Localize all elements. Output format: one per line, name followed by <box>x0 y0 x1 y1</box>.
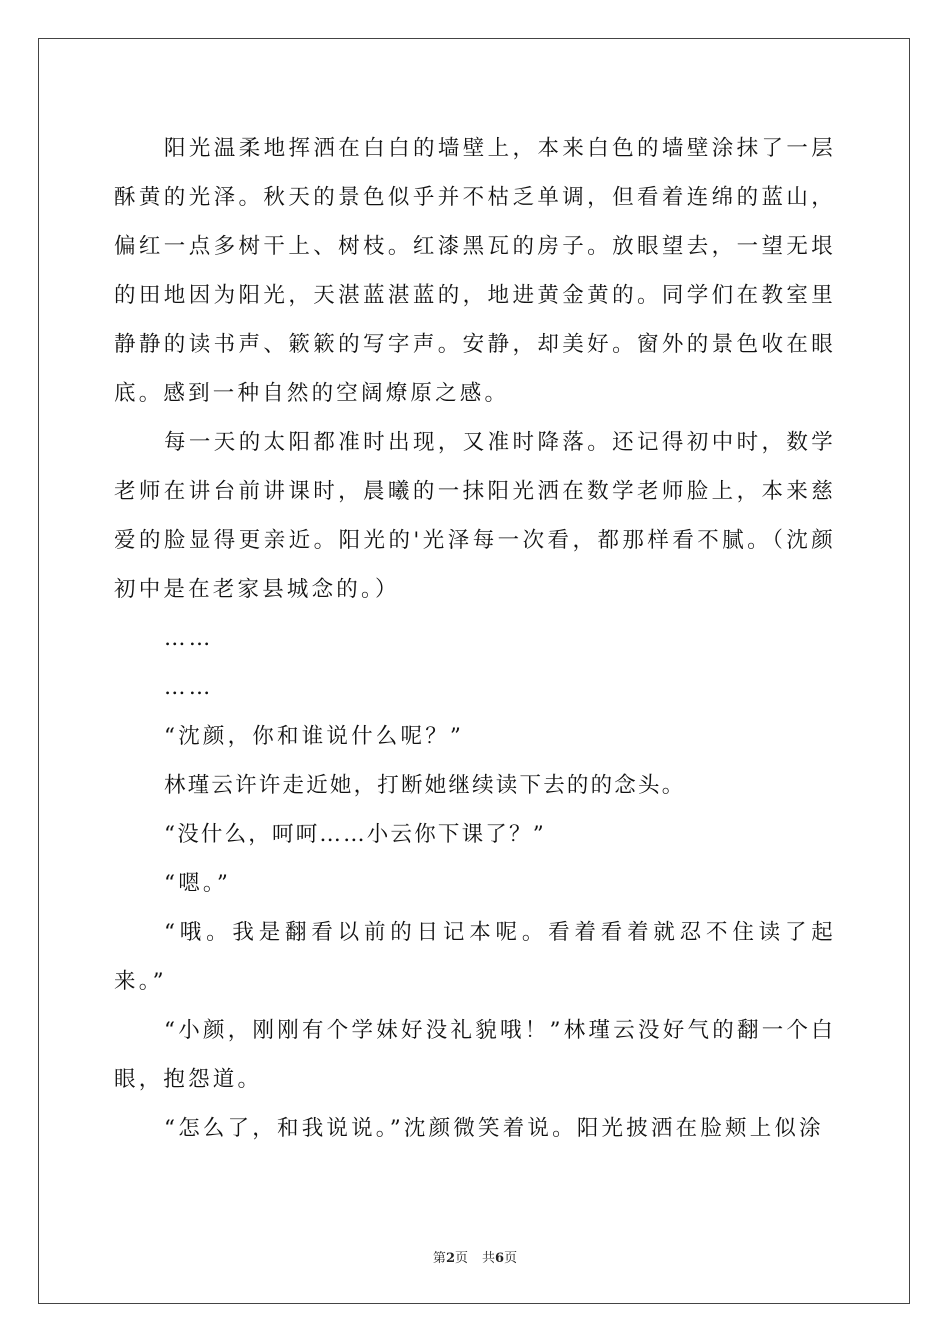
total-pages: 6 <box>495 1251 505 1266</box>
page-footer <box>0 1247 950 1266</box>
total-prefix: 共 <box>482 1251 496 1266</box>
paragraph: 阳光温柔地挥洒在白白的墙壁上，本来白色的墙壁涂抹了一层酥黄的光泽。秋天的景色似乎并不枯乏单调，但看着连绵的蓝山，偏红一点多树干上、树枝。红漆黑瓦的房子。放眼望去，一望无垠的田地因为阳光，天湛蓝湛蓝的，地进黄金黄的。同学们在教室里静静的读书声、簌簌的写字声。安静，却美好。窗外的景色收在眼底。感到一种自然的空阔燎原之感。 <box>114 136 836 406</box>
document-body <box>114 124 836 1153</box>
dialogue-line: “嗯。” <box>164 871 232 896</box>
paragraph: 林瑾云许许走近她，打断她继续读下去的的念头。 <box>164 773 686 798</box>
paragraph: 每一天的太阳都准时出现，又准时降落。还记得初中时，数学老师在讲台前讲课时，晨曦的一抹阳光洒在数学老师脸上，本来慈爱的脸显得更亲近。阳光的'光泽每一次看，都那样看不腻。（沈颜初中是在老家县城念的。） <box>114 430 836 602</box>
ellipsis-line: …… <box>164 675 214 700</box>
dialogue-line: “怎么了，和我说说。”沈颜微笑着说。阳光披洒在脸颊上似涂 <box>164 1116 824 1141</box>
dialogue-line: “哦。我是翻看以前的日记本呢。看着看着就忍不住读了起来。” <box>114 920 836 994</box>
page-prefix: 第 <box>432 1251 446 1266</box>
ellipsis-line: …… <box>164 626 214 651</box>
total-suffix: 页 <box>504 1251 518 1266</box>
dialogue-line: “没什么，呵呵……小云你下课了？” <box>164 822 546 847</box>
dialogue-line: “沈颜，你和谁说什么呢？” <box>164 724 465 749</box>
page-number: 2 <box>445 1251 455 1266</box>
page-suffix: 页 <box>454 1251 468 1266</box>
dialogue-line: “小颜，刚刚有个学妹好没礼貌哦！”林瑾云没好气的翻一个白眼，抱怨道。 <box>114 1018 836 1092</box>
